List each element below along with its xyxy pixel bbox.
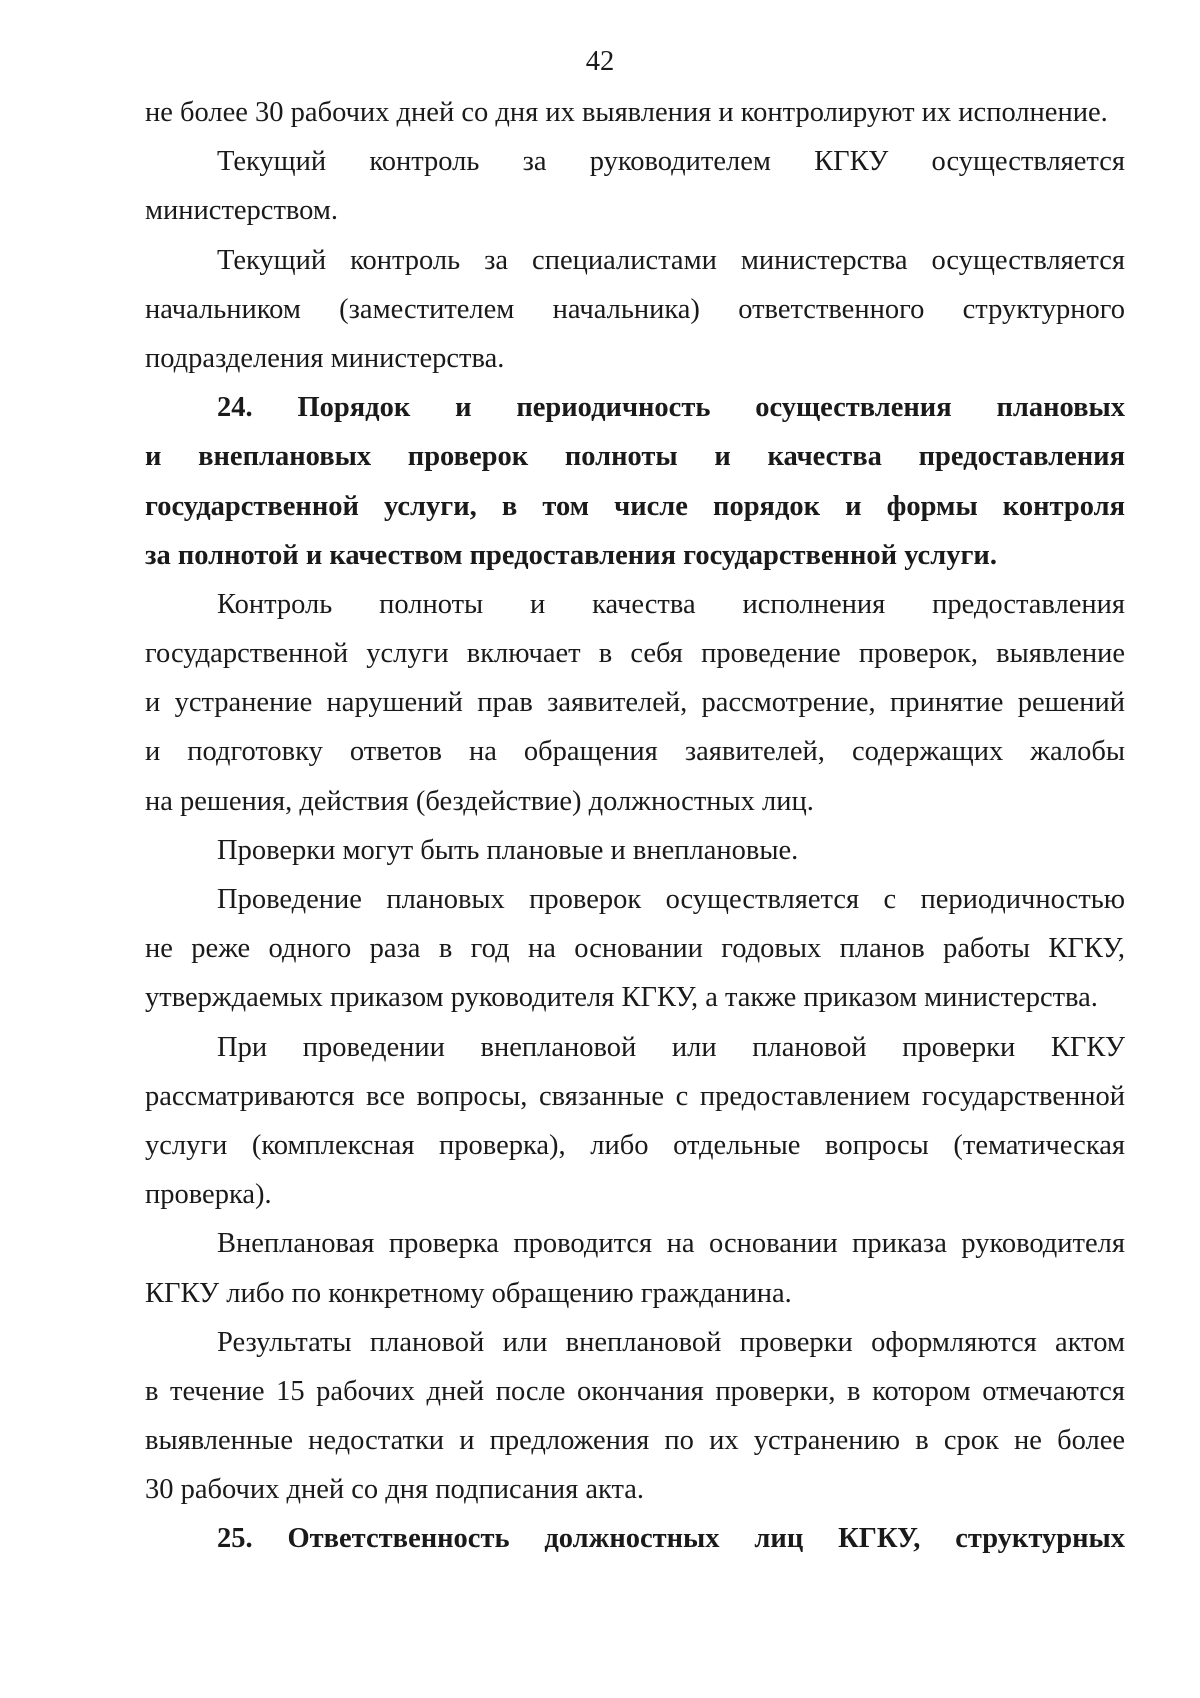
text-line: выявленные недостатки и предложения по их устранению в срок не более	[145, 1425, 1125, 1457]
section-heading-line: 24. Порядок и периодичность осуществления плановых	[217, 392, 1125, 424]
page-number: 42	[585, 46, 615, 77]
text-line: в течение 15 рабочих дней после окончания проверки, в котором отмечаются	[145, 1375, 1125, 1407]
text-line: утверждаемых приказом руководителя КГКУ, а также приказом министерства.	[145, 982, 1098, 1014]
text-line: Текущий контроль за специалистами министерства осуществляется	[217, 244, 1125, 276]
text-line: на решения, действия (бездействие) должностных лиц.	[145, 785, 814, 817]
section-heading-line: 25. Ответственность должностных лиц КГКУ, структурных	[217, 1523, 1125, 1555]
section-heading-line: государственной услуги, в том числе порядок и формы контроля	[145, 490, 1125, 522]
text-line: подразделения министерства.	[145, 342, 505, 374]
text-line: начальником (заместителем начальника) ответственного структурного	[145, 293, 1125, 325]
text-line: Проведение плановых проверок осуществляется с периодичностью	[217, 884, 1125, 915]
section-heading-line: за полнотой и качеством предоставления государственной услуги.	[145, 539, 997, 571]
text-line: Текущий контроль за руководителем КГКУ осуществляется	[217, 146, 1125, 178]
text-line: рассматриваются все вопросы, связанные с предоставлением государственной	[145, 1080, 1125, 1112]
section-heading-line: и внеплановых проверок полноты и качества предоставления	[145, 441, 1125, 473]
text-line: министерством.	[145, 195, 339, 227]
text-line: услуги (комплексная проверка), либо отдельные вопросы (тематическая	[145, 1129, 1125, 1161]
text-line: государственной услуги включает в себя проведение проверок, выявление	[145, 638, 1125, 670]
text-line: и подготовку ответов на обращения заявителей, содержащих жалобы	[145, 736, 1125, 768]
text-line: проверка).	[145, 1179, 272, 1211]
text-line: не более 30 рабочих дней со дня их выявления и контролируют их исполнение.	[145, 97, 1108, 128]
text-line: При проведении внеплановой или плановой проверки КГКУ	[217, 1031, 1125, 1063]
text-line: Контроль полноты и качества исполнения предоставления	[217, 588, 1125, 620]
text-line: Проверки могут быть плановые и внеплановые.	[217, 834, 799, 866]
text-line: и устранение нарушений прав заявителей, рассмотрение, принятие решений	[145, 687, 1125, 719]
text-line: не реже одного раза в год на основании годовых планов работы КГКУ,	[145, 933, 1125, 965]
text-line: Результаты плановой или внеплановой проверки оформляются актом	[217, 1326, 1125, 1358]
document-body	[145, 88, 1125, 1564]
text-line: Внеплановая проверка проводится на основании приказа руководителя	[217, 1228, 1125, 1260]
text-line: 30 рабочих дней со дня подписания акта.	[145, 1474, 645, 1506]
text-line: КГКУ либо по конкретному обращению гражданина.	[145, 1277, 792, 1309]
